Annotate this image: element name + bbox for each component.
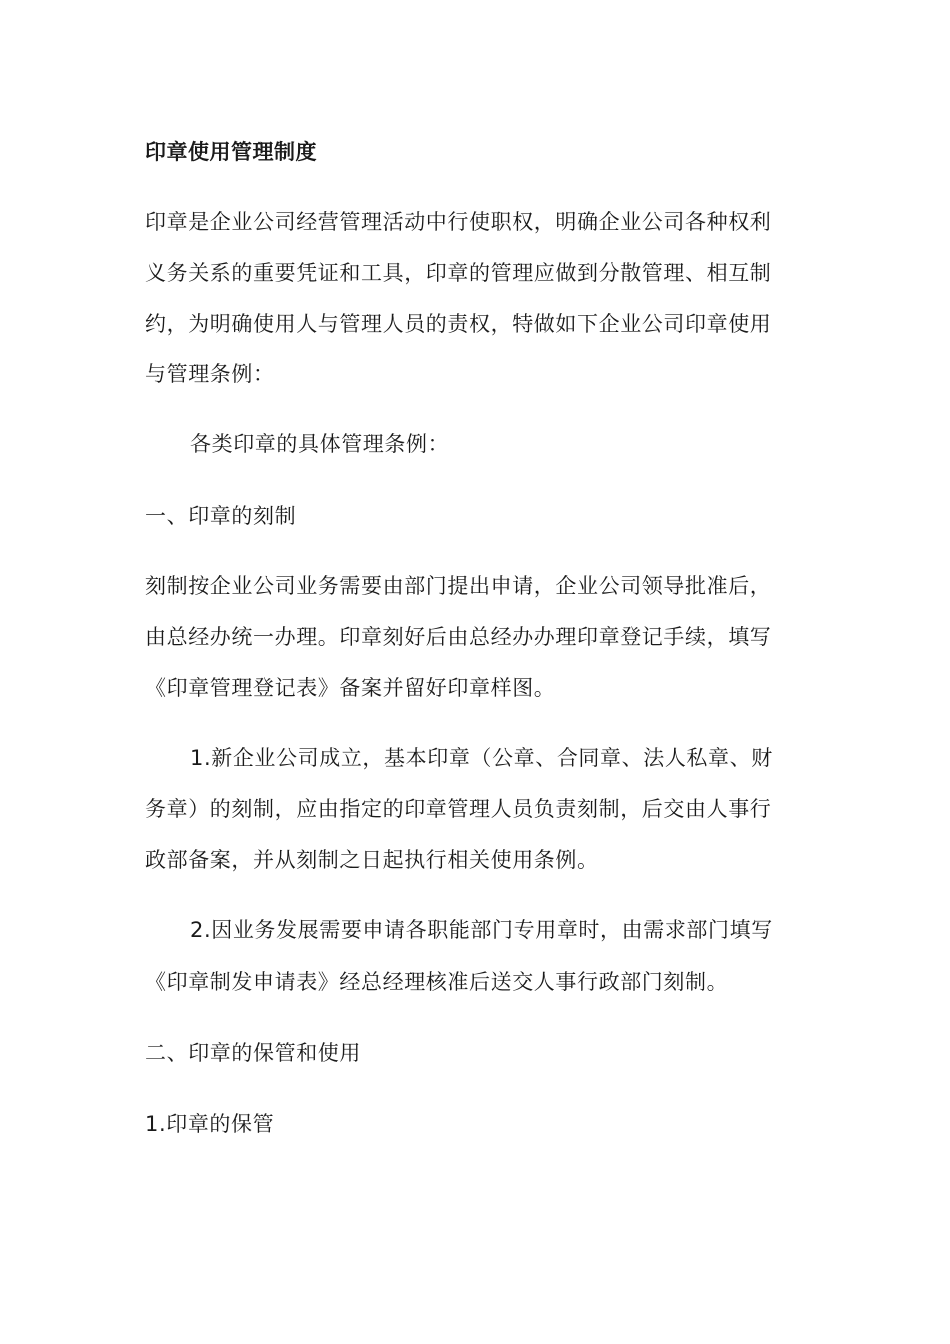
rules-heading: 各类印章的具体管理条例：: [190, 432, 450, 456]
section-2-subheading: 1.印章的保管: [145, 1112, 275, 1136]
intro-line: 约，为明确使用人与管理人员的责权，特做如下企业公司印章使用: [145, 312, 772, 336]
section-1-line: 刻制按企业公司业务需要由部门提出申请，企业公司领导批准后，: [145, 574, 772, 598]
item-1-line: 务章）的刻制，应由指定的印章管理人员负责刻制，后交由人事行: [145, 797, 772, 821]
intro-line: 义务关系的重要凭证和工具，印章的管理应做到分散管理、相互制: [145, 261, 772, 285]
item-1-line: 政部备案，并从刻制之日起执行相关使用条例。: [145, 848, 599, 872]
intro-line: 印章是企业公司经营管理活动中行使职权，明确企业公司各种权利: [145, 210, 772, 234]
intro-line: 与管理条例：: [145, 362, 275, 386]
item-2-line: 《印章制发申请表》经总经理核准后送交人事行政部门刻制。: [145, 970, 729, 994]
document-title: 印章使用管理制度: [145, 140, 317, 164]
section-1-line: 由总经办统一办理。印章刻好后由总经办办理印章登记手续，填写: [145, 625, 772, 649]
section-1-line: 《印章管理登记表》备案并留好印章样图。: [145, 676, 556, 700]
item-1-line: 1.新企业公司成立，基本印章（公章、合同章、法人私章、财: [190, 746, 773, 770]
section-2-heading: 二、印章的保管和使用: [145, 1041, 361, 1065]
item-2-line: 2.因业务发展需要申请各职能部门专用章时，由需求部门填写: [190, 918, 773, 942]
section-1-heading: 一、印章的刻制: [145, 504, 297, 528]
